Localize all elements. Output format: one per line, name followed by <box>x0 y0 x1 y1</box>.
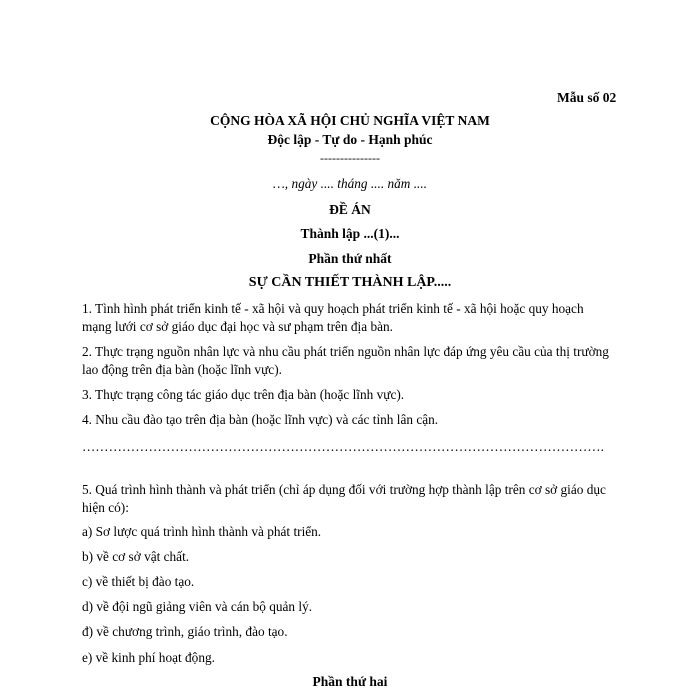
part-two-label: Phần thứ hai <box>312 674 388 689</box>
paragraph-item-1: 1. Tình hình phát triển kinh tế - xã hội và quy hoạch phát triển kinh tế - xã hội hoặc quy hoạch mạng lưới cơ sở giáo dục đại học và sư phạm trên địa bàn. <box>82 301 584 334</box>
dotted-fill-line: ………………………………………………………………………………………………………. <box>82 439 604 454</box>
subitem-d: d) về đội ngũ giảng viên và cán bộ quản lý. <box>82 599 313 614</box>
subitem-c: c) về thiết bị đào tạo. <box>82 574 195 589</box>
paragraph-item-2: 2. Thực trạng nguồn nhân lực và nhu cầu phát triển nguồn nhân lực đáp ứng yêu cầu của thị trường lao động trên địa bàn (hoặc lĩnh vực). <box>82 344 609 377</box>
subitem-e: e) về kinh phí hoạt động. <box>82 650 215 665</box>
form-number: Mẫu số 02 <box>557 90 617 105</box>
paragraph-item-3: 3. Thực trạng công tác giáo dục trên địa bàn (hoặc lĩnh vực). <box>82 387 405 402</box>
subitem-a: a) Sơ lược quá trình hình thành và phát triển. <box>82 524 322 539</box>
paragraph-item-4: 4. Nhu cầu đào tạo trên địa bàn (hoặc lĩnh vực) và các tỉnh lân cận. <box>82 412 439 427</box>
motto-rule: --------------- <box>320 151 380 165</box>
part-one-label: Phần thứ nhất <box>308 251 392 266</box>
paragraph-item-5: 5. Quá trình hình thành và phát triển (chỉ áp dụng đối với trường hợp thành lập trên cơ sở giáo dục hiện có): <box>82 482 606 515</box>
document-subtitle: Thành lập ...(1)... <box>300 226 400 241</box>
date-line: …, ngày .... tháng .... năm .... <box>272 176 428 191</box>
subitem-dd: đ) về chương trình, giáo trình, đào tạo. <box>82 624 288 639</box>
national-motto: Độc lập - Tự do - Hạnh phúc <box>267 132 433 147</box>
subitem-b: b) về cơ sở vật chất. <box>82 549 190 564</box>
country-heading: CỘNG HÒA XÃ HỘI CHỦ NGHĨA VIỆT NAM <box>210 113 490 128</box>
document-title: ĐỀ ÁN <box>329 202 371 217</box>
part-one-title: SỰ CẦN THIẾT THÀNH LẬP..... <box>248 275 452 290</box>
